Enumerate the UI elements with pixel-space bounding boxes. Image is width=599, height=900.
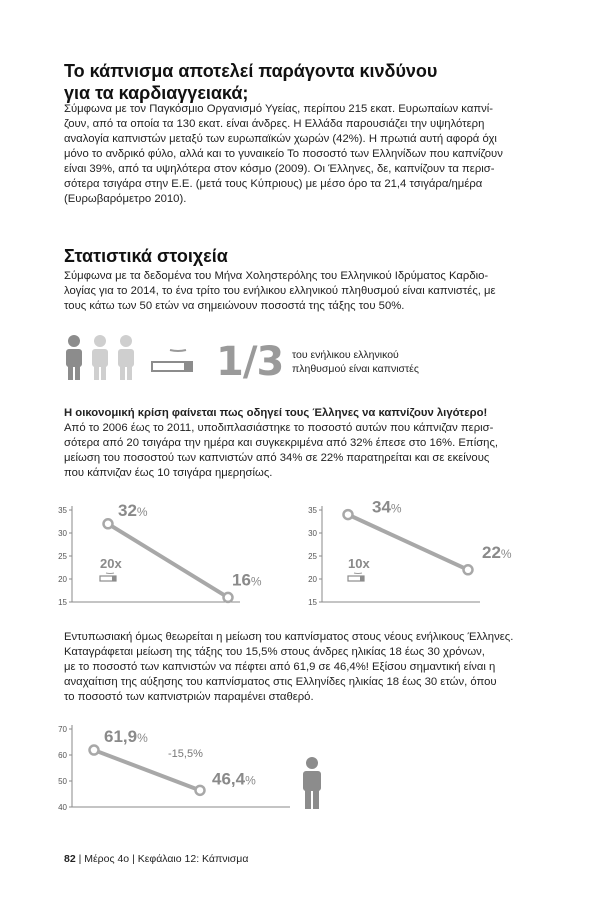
- paragraph-line: με το ποσοστό των καπνιστών να πέφτει από 61,9 σε 46,4%! Εξίσου σημαντική είναι η: [64, 661, 496, 673]
- heading-economic-crisis: Η οικονομική κρίση φαίνεται πως οδηγεί τους Έλληνες να καπνίζουν λιγότερο!: [64, 407, 488, 419]
- chart-10-cigarettes: [300, 500, 530, 615]
- paragraph-economic-crisis: [64, 421, 574, 481]
- caption-line: του ενήλικου ελληνικού: [292, 349, 399, 361]
- cigarette-tip-icon: [360, 576, 364, 581]
- paragraph-line: Σύμφωνα με τον Παγκόσμιο Οργανισμό Υγείας, περίπου 215 εκατ. Ευρωπαίων καπνί-: [64, 103, 494, 115]
- cigarette-count-label: 10x: [348, 556, 370, 571]
- paragraph-line: σότερα τσιγάρα στην Ε.Ε. (μετά τους Κύπριους) με μέσο όρο τα 21,4 τσιγάρα/ημέρα: [64, 178, 483, 190]
- series-line: [108, 524, 228, 598]
- person-icon-light: [118, 335, 134, 380]
- cigarette-tip-icon: [112, 576, 116, 581]
- y-tick-label: 30: [308, 529, 317, 538]
- person-icon-young-man: [298, 756, 326, 812]
- page-footer: [64, 853, 248, 865]
- paragraph-young-adults: [64, 630, 584, 705]
- data-label: 46,4%: [212, 769, 256, 789]
- smoke-icon: [354, 573, 362, 574]
- paragraph-line: το ποσοστό των καπνιστριών παραμένει σταθερό.: [64, 691, 314, 703]
- data-point: [224, 593, 233, 602]
- data-label: 22%: [482, 542, 512, 562]
- y-tick-label: 25: [58, 552, 67, 561]
- change-annotation: -15,5%: [168, 748, 203, 760]
- paragraph-line: αναλογία καπνιστών μεταξύ των ευρωπαϊκών χωρών (42%). Η πρωτιά αυτή αφορά όχι: [64, 133, 497, 145]
- caption-line: πληθυσμού είναι καπνιστές: [292, 363, 419, 375]
- data-point: [344, 510, 353, 519]
- paragraph-line: αναχαίτιση της αύξησης του καπνίσματος στις Ελληνίδες ηλικίας 18 έως 30 ετών, όπου: [64, 676, 497, 688]
- heading-heart-risk-line1: Το κάπνισμα αποτελεί παράγοντα κινδύνου: [64, 61, 438, 81]
- person-icon-light: [92, 335, 108, 380]
- chart-20-cigarettes: [50, 500, 280, 615]
- paragraph-line: μείωση του ποσοστού των καπνιστών από 34% σε 22% παρατηρείται και σε εκείνους: [64, 452, 490, 464]
- data-label: 34%: [372, 500, 402, 517]
- paragraph-line: λογίας για το 2014, το ένα τρίτο του ενήλικου ελληνικού πληθυσμού είναι καπνιστές, με: [64, 285, 496, 297]
- section-heart-risk: [64, 60, 564, 104]
- paragraph-line: Καταγράφεται μείωση της τάξης του 15,5% στους άνδρες ηλικίας 18 έως 30 χρόνων,: [64, 646, 485, 658]
- paragraph-line: ζουν, από τα οποία τα 130 εκατ. είναι άνδρες. Η Ελλάδα παρουσιάζει την υψηλότερη: [64, 118, 485, 130]
- paragraph-line: Εντυπωσιακή όμως θεωρείται η μείωση του καπνίσματος στους νέους ενήλικους Έλληνες.: [64, 631, 514, 643]
- paragraph-line: μόνο το ανδρικό φύλο, αλλά και το γυναικείο Το ποσοστό των Ελληνίδων που καπνίζουν: [64, 148, 503, 160]
- data-label: 61,9%: [104, 727, 148, 747]
- paragraph-heart-risk: [64, 102, 574, 207]
- y-tick-label: 15: [58, 598, 67, 607]
- data-point: [104, 519, 113, 528]
- paragraph-statistics: [64, 269, 574, 314]
- one-third-caption: [292, 348, 419, 376]
- data-label: 32%: [118, 500, 148, 520]
- y-tick-label: 30: [58, 529, 67, 538]
- smoke-icon: [106, 573, 114, 574]
- paragraph-line: Από το 2006 έως το 2011, υποδιπλασιάστηκε το ποσοστό αυτών που κάπνιζαν περισ-: [64, 422, 494, 434]
- data-point: [464, 565, 473, 574]
- data-point: [90, 746, 99, 755]
- y-tick-label: 40: [58, 803, 67, 812]
- paragraph-line: (Ευρωβαρόμετρο 2010).: [64, 193, 187, 205]
- cigarette-icon: [150, 346, 200, 376]
- person-icon-dark: [66, 335, 82, 380]
- paragraph-line: Σύμφωνα με τα δεδομένα του Μήνα Χοληστερόλης του Ελληνικού Ιδρύματος Καρδιο-: [64, 270, 489, 282]
- footer-chapter: | Μέρος 4ο | Κεφάλαιο 12: Κάπνισμα: [75, 853, 249, 865]
- y-tick-label: 20: [58, 575, 67, 584]
- heading-heart-risk-line2: για τα καρδιαγγειακά;: [64, 83, 249, 103]
- y-tick-label: 60: [58, 751, 67, 760]
- data-label: 16%: [232, 570, 262, 590]
- y-tick-label: 25: [308, 552, 317, 561]
- page-number: 82: [64, 853, 76, 865]
- data-point: [196, 786, 205, 795]
- cigarette-count-label: 20x: [100, 556, 122, 571]
- paragraph-line: που κάπνιζαν έως 10 τσιγάρα ημερησίως.: [64, 467, 273, 479]
- y-tick-label: 35: [58, 506, 67, 515]
- y-tick-label: 70: [58, 725, 67, 734]
- heading-statistics: Στατιστικά στοιχεία: [64, 246, 228, 266]
- y-tick-label: 35: [308, 506, 317, 515]
- paragraph-line: τους κάτω των 50 ετών να σημειώνουν ποσοστά της τάξης του 50%.: [64, 300, 405, 312]
- paragraph-line: είναι 39%, από τα υψηλότερα στον κόσμο (2009). Οι Έλληνες, δε, καπνίζουν τα περισ-: [64, 163, 495, 175]
- one-third-figure: 1/3: [216, 339, 284, 385]
- y-tick-label: 50: [58, 777, 67, 786]
- y-tick-label: 20: [308, 575, 317, 584]
- paragraph-line: σότερα από 20 τσιγάρα την ημέρα και συγκεκριμένα από 32% έπεσε στο 16%. Επίσης,: [64, 437, 499, 449]
- y-tick-label: 15: [308, 598, 317, 607]
